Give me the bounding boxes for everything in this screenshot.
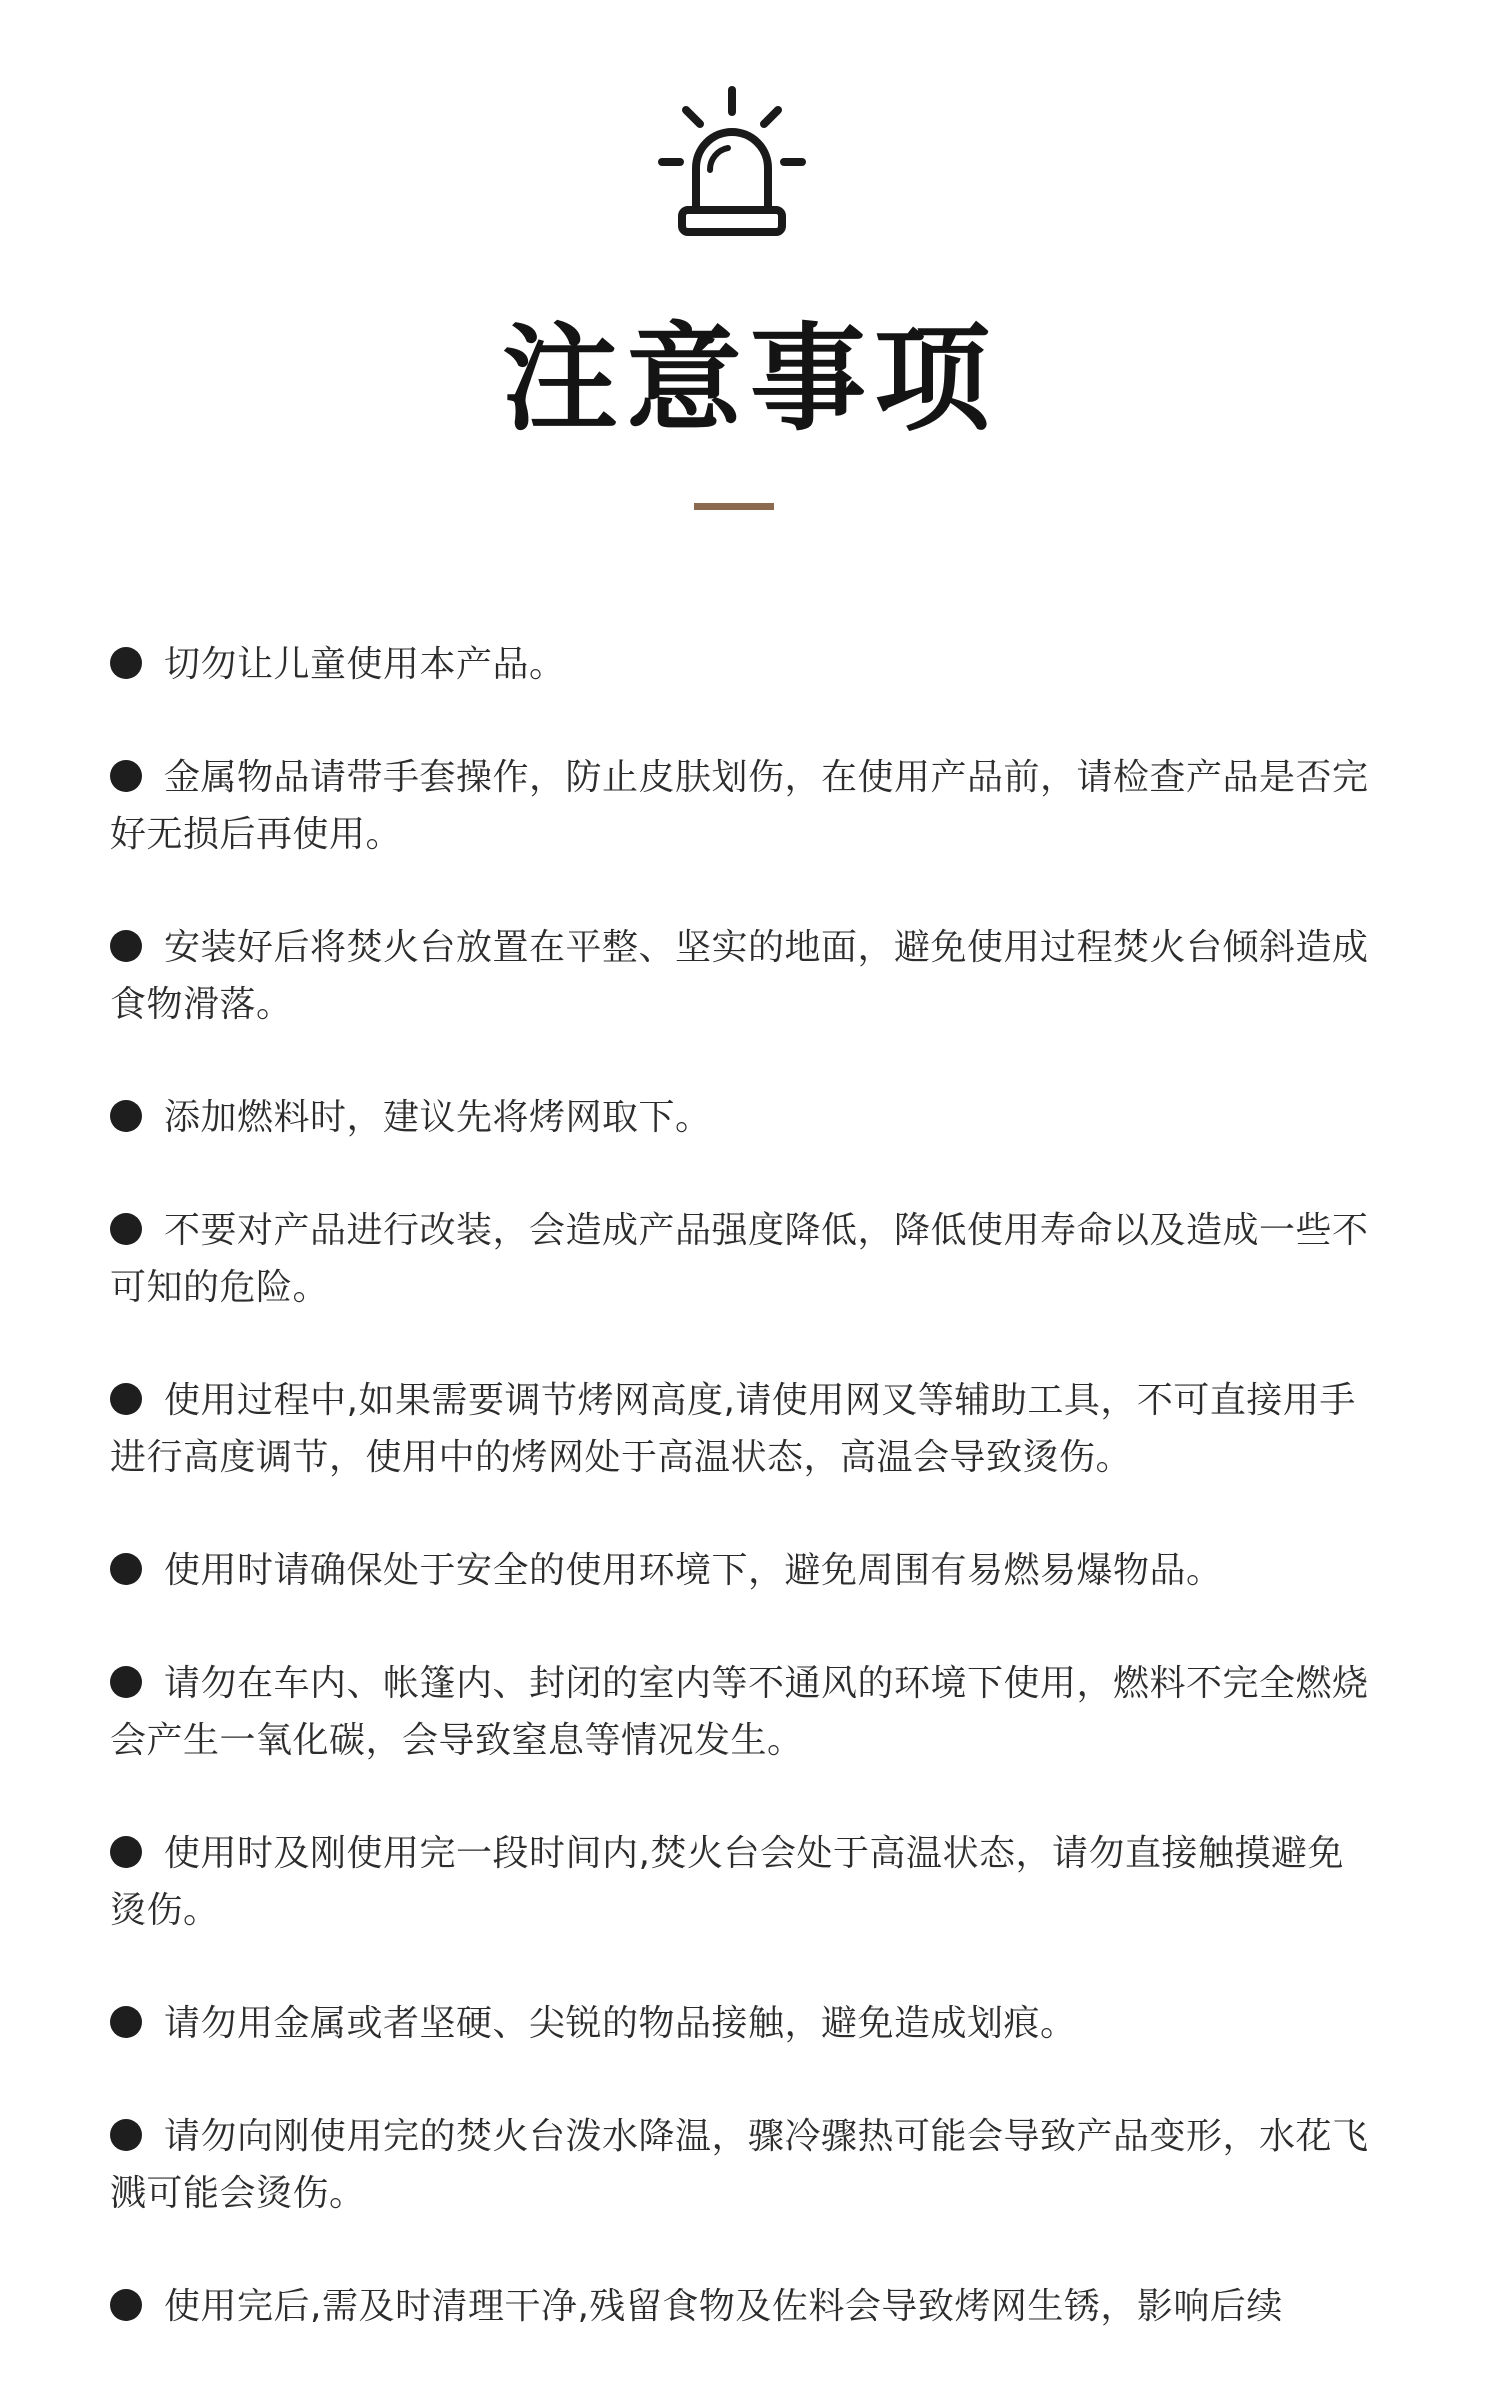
notice-item xyxy=(110,1542,1372,1599)
bullet-dot-icon xyxy=(110,2006,142,2038)
bullet-dot-icon xyxy=(110,1553,142,1585)
bullet-dot-icon xyxy=(110,1836,142,1868)
notice-text: 请勿向刚使用完的焚火台泼水降温，骤冷骤热可能会导致产品变形，水花飞溅可能会烫伤。 xyxy=(110,2116,1369,2214)
notice-list xyxy=(110,636,1372,2391)
bullet-dot-icon xyxy=(110,930,142,962)
notice-text: 请勿用金属或者坚硬、尖锐的物品接触，避免造成划痕。 xyxy=(164,2003,1077,2044)
bullet-dot-icon xyxy=(110,1383,142,1415)
notice-text: 切勿让儿童使用本产品。 xyxy=(164,644,566,685)
notice-item xyxy=(110,1825,1372,1939)
notice-item xyxy=(110,1202,1372,1316)
notice-item xyxy=(110,749,1372,863)
page-title: 注意事项 xyxy=(502,312,998,447)
notice-item xyxy=(110,636,1372,693)
bullet-dot-icon xyxy=(110,1213,142,1245)
header xyxy=(0,0,1500,560)
notice-item xyxy=(110,1372,1372,1486)
notice-item xyxy=(110,2278,1372,2335)
notice-item xyxy=(110,2108,1372,2222)
notice-item xyxy=(110,1655,1372,1769)
notice-text: 使用时及刚使用完一段时间内,焚火台会处于高温状态，请勿直接触摸避免烫伤。 xyxy=(110,1833,1344,1931)
notice-item xyxy=(110,1089,1372,1146)
bullet-dot-icon xyxy=(110,1666,142,1698)
title-divider xyxy=(694,503,774,510)
bullet-dot-icon xyxy=(110,2119,142,2151)
notice-item xyxy=(110,1995,1372,2052)
notice-text: 金属物品请带手套操作，防止皮肤划伤，在使用产品前，请检查产品是否完好无损后再使用。 xyxy=(110,757,1369,855)
notice-text: 安装好后将焚火台放置在平整、坚实的地面，避免使用过程焚火台倾斜造成食物滑落。 xyxy=(110,927,1369,1025)
notice-text: 请勿在车内、帐篷内、封闭的室内等不通风的环境下使用，燃料不完全燃烧会产生一氧化碳，会导致窒息等情况发生。 xyxy=(110,1663,1369,1761)
notice-text: 添加燃料时，建议先将烤网取下。 xyxy=(164,1097,712,1138)
notice-text: 不要对产品进行改装，会造成产品强度降低，降低使用寿命以及造成一些不可知的危险。 xyxy=(110,1210,1369,1308)
bullet-dot-icon xyxy=(110,647,142,679)
notice-item xyxy=(110,919,1372,1033)
notice-text: 使用过程中,如果需要调节烤网高度,请使用网叉等辅助工具，不可直接用手进行高度调节，使用中的烤网处于高温状态，高温会导致烫伤。 xyxy=(110,1380,1356,1478)
bullet-dot-icon xyxy=(110,2289,142,2321)
bullet-dot-icon xyxy=(110,1100,142,1132)
notice-text: 使用完后,需及时清理干净,残留食物及佐料会导致烤网生锈，影响后续 xyxy=(164,2286,1283,2327)
bullet-dot-icon xyxy=(110,760,142,792)
notice-text: 使用时请确保处于安全的使用环境下，避免周围有易燃易爆物品。 xyxy=(164,1550,1223,1591)
alarm-light-icon xyxy=(652,82,812,242)
